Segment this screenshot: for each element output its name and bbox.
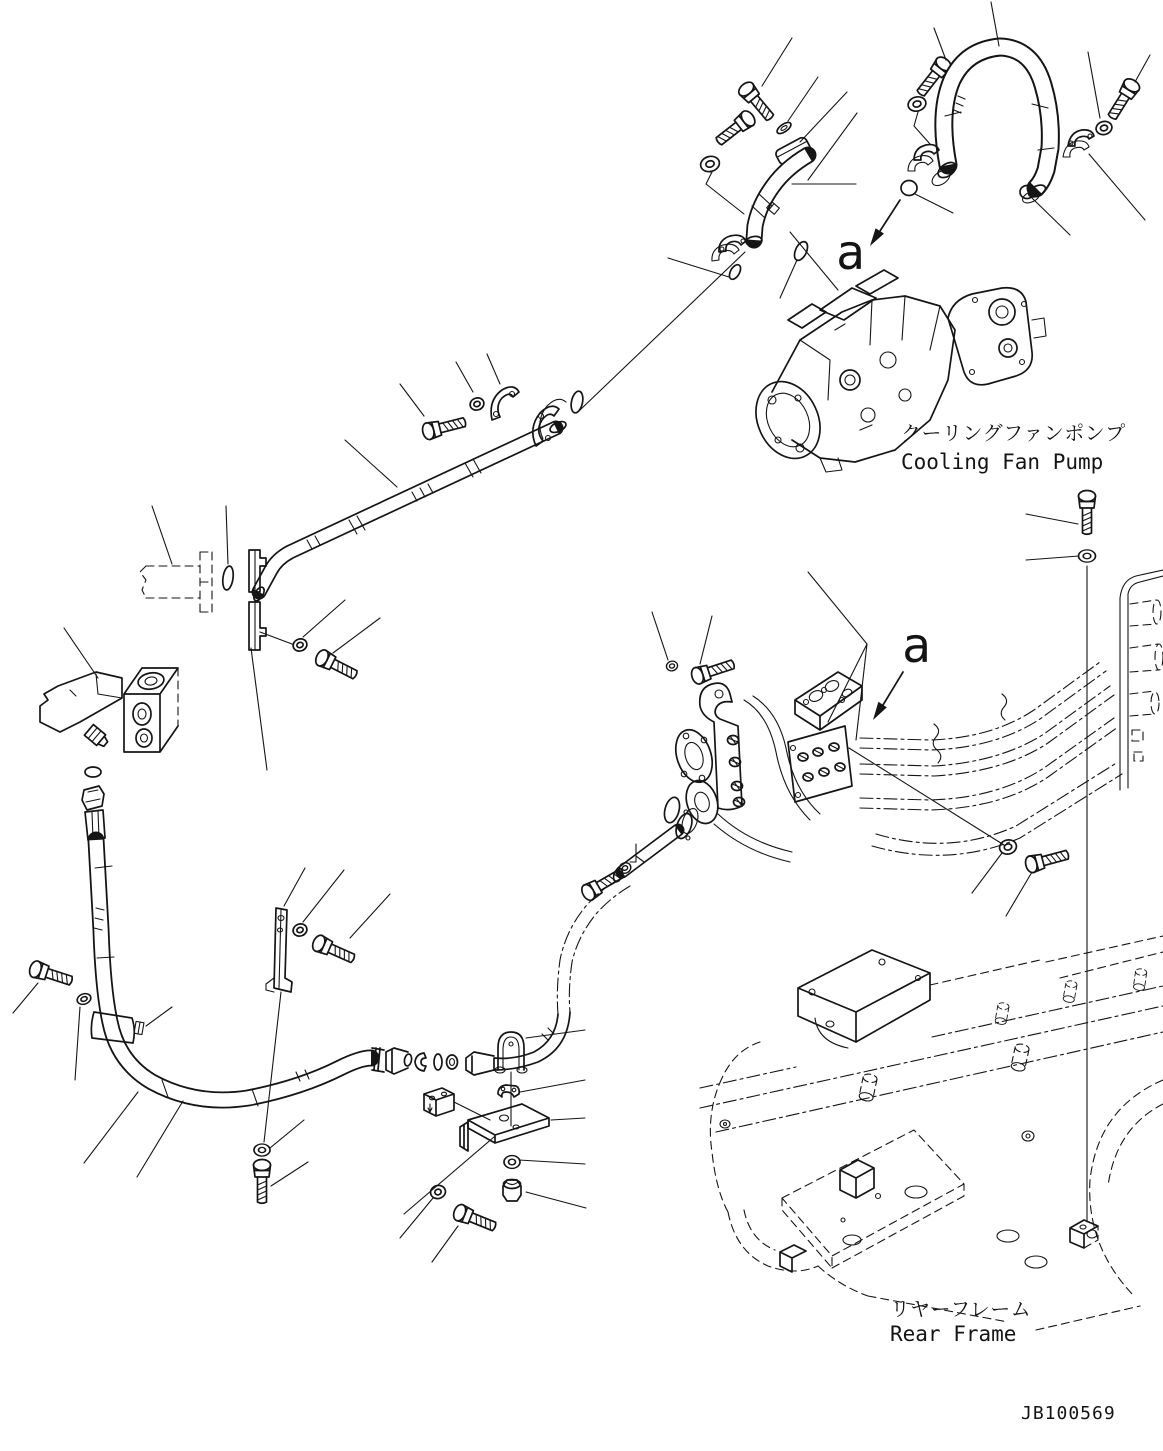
long-tube-assembly: [252, 252, 745, 602]
hidden-pipe-and-clamp-group: [372, 880, 630, 1262]
view-marker-a-top: a: [836, 225, 865, 281]
view-marker-a-middle: a: [902, 618, 931, 674]
left-port-stub-group: [140, 506, 380, 770]
left-block-assembly: [40, 628, 178, 840]
right-mounting-bolt-group: [1026, 491, 1096, 1223]
manifold-bolts: [798, 743, 845, 781]
rear-frame-drawing: [700, 936, 1163, 1330]
bracket-bosses: [1130, 600, 1163, 761]
link-line: [706, 172, 744, 214]
elbow-fitting-exploded-group: [668, 38, 857, 298]
lower-left-hose-assembly: [13, 840, 390, 1203]
pump-label-en: Cooling Fan Pump: [901, 450, 1104, 474]
mid-flange-stub-group: [579, 796, 701, 903]
pump-label-jp: クーリングファンポンプ: [901, 421, 1126, 445]
pump-hose-group: [901, 2, 1150, 235]
frame-label-en: Rear Frame: [890, 1322, 1017, 1346]
manifold-block: [788, 672, 1004, 845]
frame-label-jp: リヤーフレーム: [890, 1297, 1032, 1321]
view-a-arrow-middle: [873, 672, 903, 720]
center-flange-group: [652, 572, 867, 862]
view-a-arrow-top: [870, 200, 900, 246]
drawing-number: JB100569: [1021, 1403, 1116, 1424]
